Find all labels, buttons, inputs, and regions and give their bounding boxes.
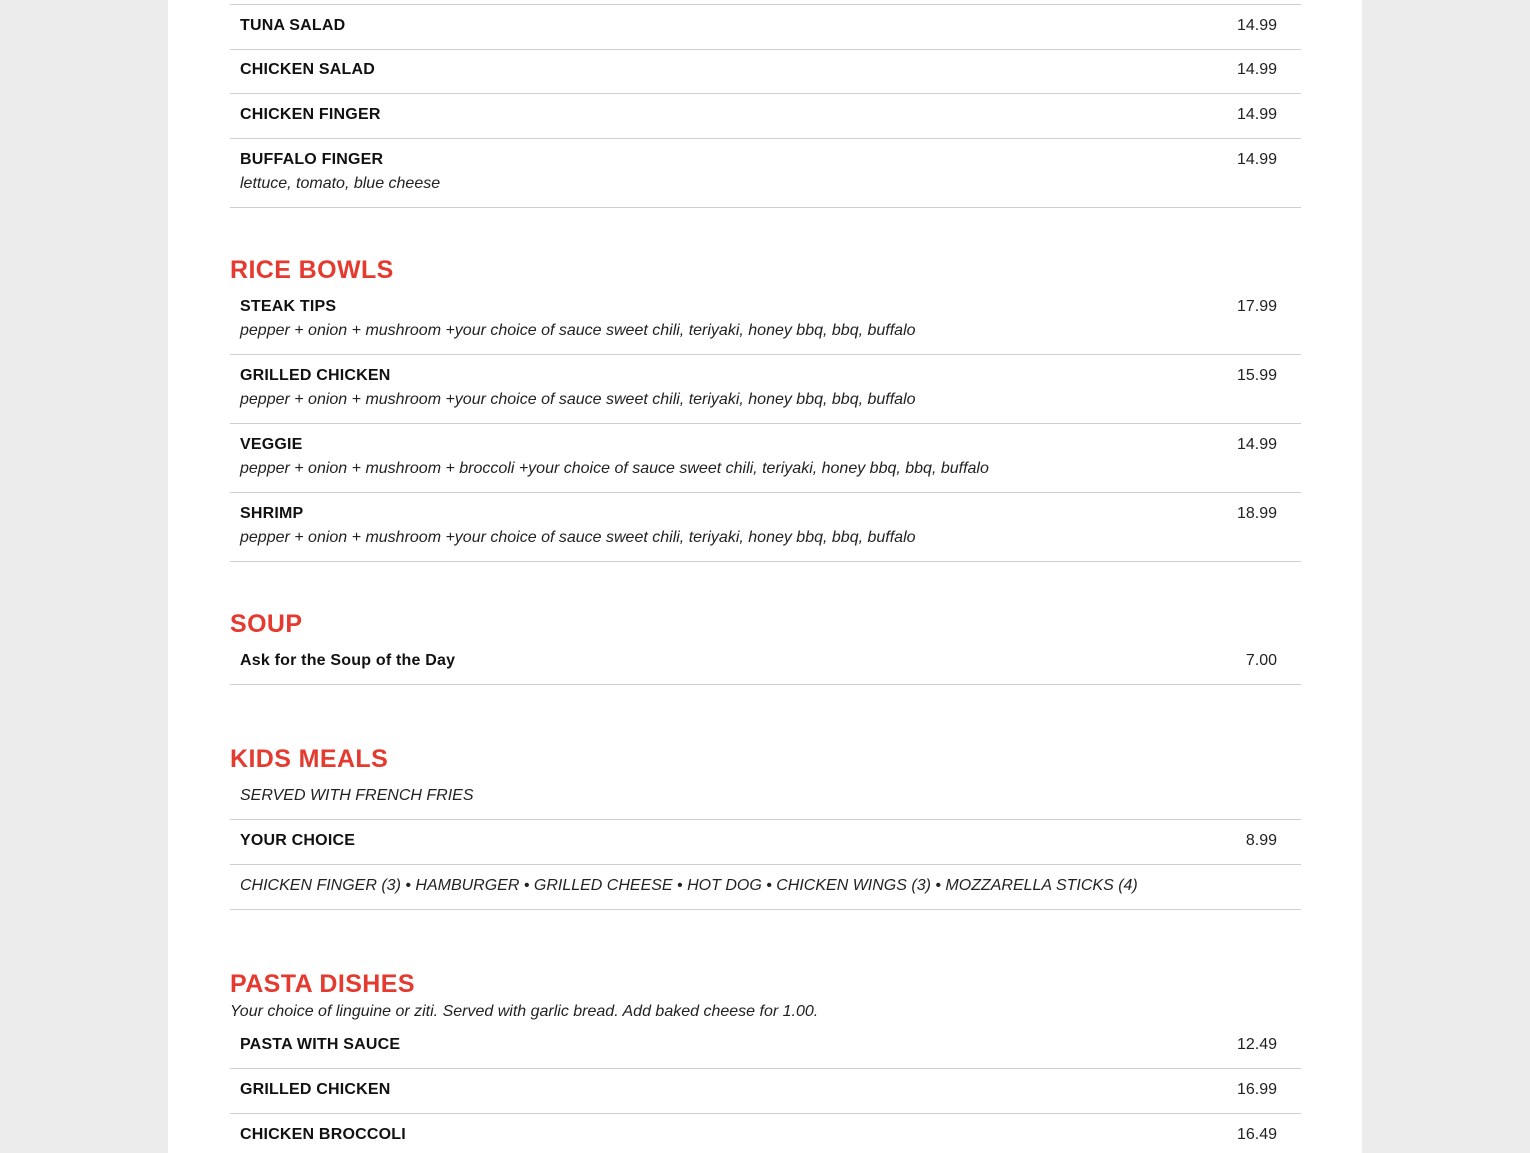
item-name: GRILLED CHICKEN <box>240 1081 391 1098</box>
item-name: SHRIMP <box>240 505 304 522</box>
item-name: PASTA WITH SAUCE <box>240 1036 401 1053</box>
item-name: Ask for the Soup of the Day <box>240 652 456 669</box>
item-price: 14.99 <box>1236 61 1277 78</box>
item-name: GRILLED CHICKEN <box>240 367 391 384</box>
menu-item <box>230 94 1301 139</box>
section-title-rice-bowls: RICE BOWLS <box>230 256 394 284</box>
menu-item <box>230 286 1301 355</box>
menu-item <box>230 640 1301 685</box>
item-price: 16.49 <box>1236 1126 1277 1143</box>
item-name: BUFFALO FINGER <box>240 151 384 168</box>
item-description: pepper + onion + mushroom +your choice of sauce sweet chili, teriyaki, honey bbq, bbq, buffalo <box>240 529 916 546</box>
menu-item <box>230 1024 1301 1069</box>
section-title-kids-meals: KIDS MEALS <box>230 745 389 773</box>
item-description: pepper + onion + mushroom +your choice of sauce sweet chili, teriyaki, honey bbq, bbq, buffalo <box>240 322 916 339</box>
section-title-pasta-dishes: PASTA DISHES <box>230 970 415 998</box>
item-price: 18.99 <box>1236 505 1277 522</box>
item-name: STEAK TIPS <box>240 298 337 315</box>
item-description: pepper + onion + mushroom + broccoli +your choice of sauce sweet chili, teriyaki, honey bbq, bbq, buffalo <box>240 460 989 477</box>
item-price: 15.99 <box>1236 367 1277 384</box>
item-price: 16.99 <box>1236 1081 1277 1098</box>
item-price: 14.99 <box>1236 151 1277 168</box>
item-name: YOUR CHOICE <box>240 832 356 849</box>
menu-page <box>168 0 1362 1153</box>
kids-note: SERVED WITH FRENCH FRIES <box>240 787 474 804</box>
item-name: VEGGIE <box>240 436 303 453</box>
section-subtitle-pasta: Your choice of linguine or ziti. Served with garlic bread. Add baked cheese for 1.00. <box>230 1003 819 1020</box>
item-name: CHICKEN BROCCOLI <box>240 1126 406 1143</box>
item-price: 12.49 <box>1236 1036 1277 1053</box>
menu-item <box>230 820 1301 865</box>
menu-item <box>230 49 1301 94</box>
item-price: 14.99 <box>1236 106 1277 123</box>
item-price: 14.99 <box>1236 17 1277 34</box>
menu-item <box>230 355 1301 424</box>
kids-choices: CHICKEN FINGER (3) • HAMBURGER • GRILLED CHEESE • HOT DOG • CHICKEN WINGS (3) • MOZZARELLA STICKS (4) <box>240 877 1138 894</box>
section-title-soup: SOUP <box>230 610 303 638</box>
item-price: 7.00 <box>1245 652 1277 669</box>
menu-item <box>230 1114 1301 1152</box>
item-name: TUNA SALAD <box>240 17 346 34</box>
kids-choices-row <box>230 865 1301 910</box>
item-name: CHICKEN FINGER <box>240 106 381 123</box>
menu-item <box>230 424 1301 493</box>
item-description: pepper + onion + mushroom +your choice of sauce sweet chili, teriyaki, honey bbq, bbq, buffalo <box>240 391 916 408</box>
item-name: CHICKEN SALAD <box>240 61 376 78</box>
item-price: 8.99 <box>1245 832 1277 849</box>
item-price: 17.99 <box>1236 298 1277 315</box>
menu-item <box>230 139 1301 208</box>
menu-item <box>230 493 1301 562</box>
section-note <box>230 775 1301 820</box>
item-price: 14.99 <box>1236 436 1277 453</box>
item-description: lettuce, tomato, blue cheese <box>240 175 441 192</box>
menu-item <box>230 1069 1301 1114</box>
menu-item <box>230 4 1301 50</box>
